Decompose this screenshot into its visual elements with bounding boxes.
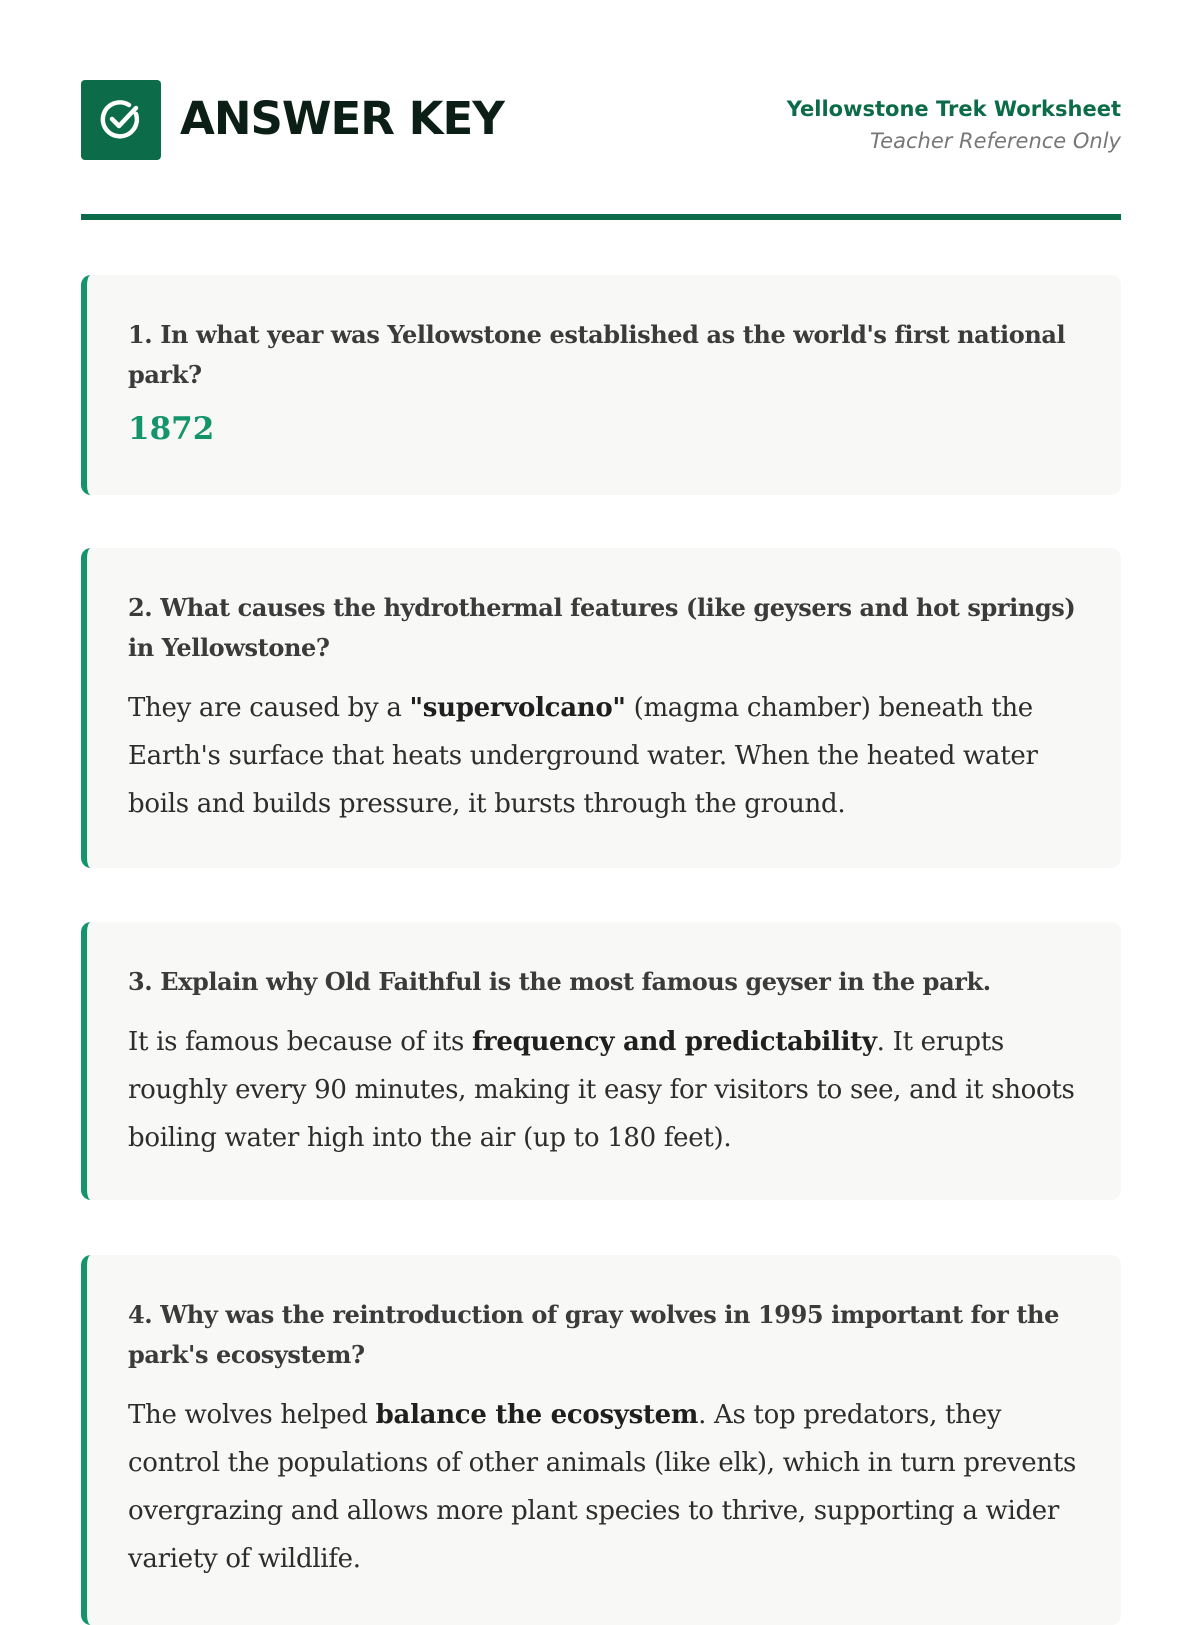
answer-text-part: . It erupts roughly every 90 minutes, making it easy for visitors to see, and it shoots boiling water high into the air (up to 180 feet).: [128, 1027, 1075, 1153]
header-divider: [81, 214, 1121, 220]
worksheet-title: Yellowstone Trek Worksheet: [786, 97, 1121, 121]
page-header: [81, 0, 1121, 220]
check-circle-icon: [96, 95, 146, 145]
worksheet-subtitle: Teacher Reference Only: [869, 129, 1121, 153]
answer-text-part: They are caused by a: [128, 693, 410, 723]
question-card-2: [81, 548, 1121, 868]
page-title: ANSWER KEY: [180, 92, 504, 145]
answer-highlight: "supervolcano": [409, 693, 626, 723]
question-card-3: [81, 922, 1121, 1200]
answer-text: [128, 1391, 1081, 1583]
question-card-1: [81, 275, 1121, 495]
worksheet-meta: [787, 94, 1121, 158]
answer-text: [128, 1018, 1081, 1162]
answer-highlight: balance the ecosystem: [375, 1400, 699, 1430]
answer-text-part: It is famous because of its: [128, 1027, 473, 1057]
question-text: 2. What causes the hydrothermal features (like geysers and hot springs) in Yellowstone?: [128, 593, 1076, 662]
logo-badge: [81, 80, 161, 160]
answer-text: 1872: [128, 411, 215, 447]
question-text: 1. In what year was Yellowstone established as the world's first national park?: [128, 320, 1066, 389]
answer-text: [128, 684, 1081, 828]
question-card-4: [81, 1255, 1121, 1625]
question-text: 4. Why was the reintroduction of gray wolves in 1995 important for the park's ecosystem?: [128, 1300, 1059, 1369]
question-text: 3. Explain why Old Faithful is the most famous geyser in the park.: [128, 967, 991, 996]
answer-text-part: The wolves helped: [128, 1400, 376, 1430]
answer-key-page: [81, 0, 1121, 1574]
answer-highlight: frequency and predictability: [472, 1027, 877, 1057]
answer-text-part: . As top predators, they control the populations of other animals (like elk), which in turn prevents overgrazing and allows more plant species to thrive, supporting a wider variety of wildlife.: [128, 1400, 1077, 1574]
answer-text-part: (magma chamber) beneath the Earth's surface that heats underground water. When the heated water boils and builds pressure, it bursts through the ground.: [128, 693, 1038, 819]
